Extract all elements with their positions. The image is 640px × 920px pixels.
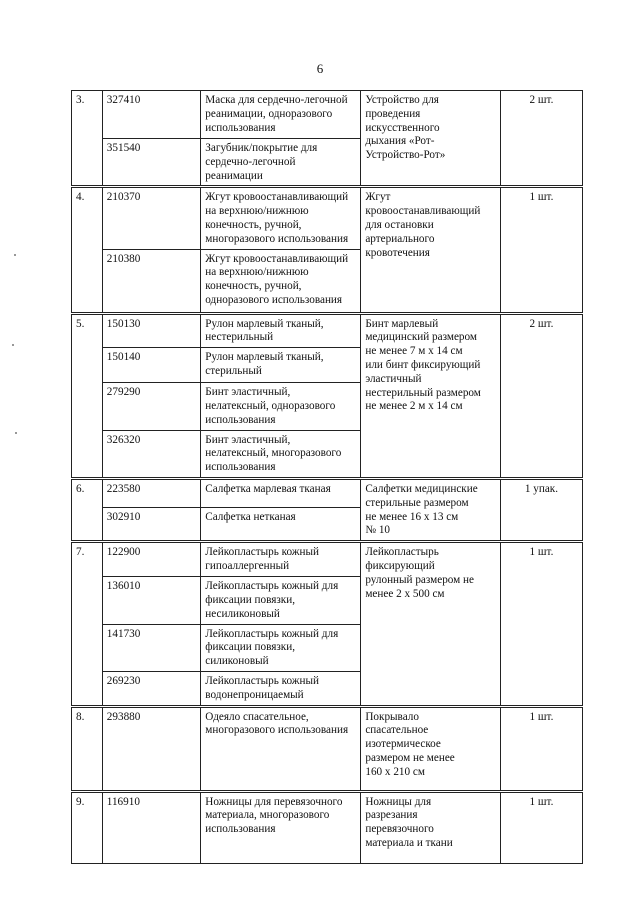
table-row: [72, 187, 583, 249]
product-code-cell: [102, 139, 201, 187]
requirement-text: Салфетки медицинские стерильные размером не менее 16 х 13 см № 10: [365, 482, 478, 537]
product-code-cell: [102, 478, 201, 507]
product-name: Лейкопластырь кожный для фиксации повязки, силиконовый: [205, 627, 339, 668]
quantity: 1 упак.: [524, 482, 559, 495]
product-code-cell: [102, 187, 201, 249]
table-row: [72, 478, 583, 507]
page-number: 6: [316, 61, 324, 76]
product-code: 141730: [106, 627, 141, 640]
product-name-cell: [201, 313, 361, 348]
product-name-cell: [201, 478, 361, 507]
quantity-cell: [500, 478, 582, 541]
item-number: 3.: [76, 94, 85, 106]
quantity-cell: [500, 91, 582, 187]
item-number: 6.: [76, 482, 85, 495]
product-code-cell: [102, 671, 201, 706]
table-row: [72, 91, 583, 139]
item-number-cell: [72, 313, 103, 478]
product-code-cell: [102, 577, 201, 624]
product-code: 327410: [106, 94, 141, 106]
quantity: 1 шт.: [529, 546, 554, 559]
requirement-cell: [361, 542, 501, 706]
product-name: Рулон марлевый тканый, нестерильный: [205, 317, 324, 344]
product-code-cell: [102, 249, 201, 313]
product-code: 302910: [106, 511, 141, 524]
equipment-table: [71, 90, 583, 864]
scan-speck: [14, 254, 16, 256]
item-number-cell: [72, 706, 103, 791]
table-row: [72, 542, 583, 577]
product-name: Бинт эластичный, нелатексный, многоразового использования: [205, 433, 342, 474]
product-name-cell: [201, 348, 361, 383]
equipment-table-body: [72, 91, 583, 864]
item-number-cell: [72, 478, 103, 541]
product-name: Лейкопластырь кожный гипоаллергенный: [205, 546, 320, 572]
quantity-cell: [500, 706, 582, 791]
quantity: 1 шт.: [529, 191, 554, 204]
item-number-cell: [72, 791, 103, 863]
product-code: 136010: [106, 580, 141, 593]
quantity: 1 шт.: [529, 795, 554, 808]
product-name-cell: [201, 791, 361, 863]
product-code-cell: [102, 313, 201, 348]
product-code: 122900: [106, 546, 141, 559]
item-number: 4.: [76, 191, 85, 204]
product-code: 150130: [106, 317, 141, 330]
requirement-text: Ножницы для разрезания перевязочного материала и ткани: [365, 795, 453, 849]
scan-speck: [12, 344, 14, 346]
requirement-text: Устройство для проведения искусственного дыхания «Рот- Устройство-Рот»: [365, 94, 446, 162]
table-row: [72, 791, 583, 863]
requirement-text: Бинт марлевый медицинский размером не менее 7 м х 14 см или бинт фиксирующий эластичный нестерильный размером не менее 2 м х 14 см: [365, 317, 481, 413]
item-number-cell: [72, 542, 103, 706]
requirement-cell: [361, 91, 501, 187]
product-code: 326320: [106, 433, 141, 446]
product-name: Рулон марлевый тканый, стерильный: [205, 351, 324, 377]
requirement-text: Жгут кровоостанавливающий для остановки артериального кровотечения: [365, 191, 481, 259]
product-name: Жгут кровоостанавливающий на верхнюю/нижнюю конечность, ручной, многоразового использования: [205, 191, 349, 245]
product-name: Салфетка нетканая: [205, 511, 296, 524]
product-code-cell: [102, 430, 201, 478]
requirement-cell: [361, 187, 501, 313]
product-name-cell: [201, 706, 361, 791]
product-name: Бинт эластичный, нелатексный, одноразового использования: [205, 386, 336, 426]
product-name-cell: [201, 542, 361, 577]
product-name-cell: [201, 671, 361, 706]
quantity: 1 шт.: [529, 710, 554, 723]
product-name: Одеяло спасательное, многоразового использования: [205, 710, 349, 737]
product-code-cell: [102, 791, 201, 863]
quantity: 2 шт.: [529, 317, 554, 330]
table-row: [72, 313, 583, 348]
requirement-cell: [361, 313, 501, 478]
product-code: 351540: [106, 142, 141, 154]
product-code-cell: [102, 542, 201, 577]
product-code-cell: [102, 624, 201, 671]
product-code: 279290: [106, 386, 141, 399]
requirement-cell: [361, 478, 501, 541]
requirement-text: Лейкопластырь фиксирующий рулонный размером не менее 2 х 500 см: [365, 546, 475, 600]
product-code-cell: [102, 91, 201, 139]
product-name: Лейкопластырь кожный водонепроницаемый: [205, 674, 320, 701]
quantity-cell: [500, 791, 582, 863]
item-number: 7.: [76, 546, 85, 559]
product-name: Маска для сердечно-легочной реанимации, одноразового использования: [205, 94, 348, 134]
requirement-cell: [361, 791, 501, 863]
product-name-cell: [201, 187, 361, 249]
product-code: 293880: [106, 710, 141, 723]
product-code: 210370: [106, 191, 141, 204]
product-name-cell: [201, 383, 361, 430]
table-row: [72, 706, 583, 791]
product-name: Лейкопластырь кожный для фиксации повязки, несиликоновый: [205, 580, 339, 620]
quantity-cell: [500, 542, 582, 706]
product-name: Жгут кровоостанавливающий на верхнюю/нижнюю конечность, ручной, одноразового использования: [205, 252, 349, 306]
requirement-cell: [361, 706, 501, 791]
product-name-cell: [201, 624, 361, 671]
quantity-cell: [500, 187, 582, 313]
scan-speck: [15, 432, 17, 434]
product-name: Салфетка марлевая тканая: [205, 482, 331, 495]
product-name: Ножницы для перевязочного материала, многоразового использования: [205, 795, 343, 836]
product-name-cell: [201, 508, 361, 542]
item-number-cell: [72, 187, 103, 313]
product-code-cell: [102, 508, 201, 542]
product-name-cell: [201, 430, 361, 478]
product-code: 269230: [106, 674, 141, 687]
product-name-cell: [201, 91, 361, 139]
item-number-cell: [72, 91, 103, 187]
product-name-cell: [201, 249, 361, 313]
product-code-cell: [102, 383, 201, 430]
product-name-cell: [201, 139, 361, 187]
product-name-cell: [201, 577, 361, 624]
product-code-cell: [102, 348, 201, 383]
product-code: 223580: [106, 482, 141, 495]
product-code-cell: [102, 706, 201, 791]
item-number: 8.: [76, 710, 85, 723]
product-name: Загубник/покрытие для сердечно-легочной реанимации: [205, 142, 318, 182]
item-number: 5.: [76, 317, 85, 330]
quantity-cell: [500, 313, 582, 478]
product-code: 116910: [106, 795, 140, 808]
requirement-text: Покрывало спасательное изотермическое размером не менее 160 х 210 см: [365, 710, 455, 778]
quantity: 2 шт.: [529, 94, 554, 106]
item-number: 9.: [76, 795, 85, 808]
product-code: 150140: [106, 351, 141, 364]
product-code: 210380: [106, 252, 141, 265]
